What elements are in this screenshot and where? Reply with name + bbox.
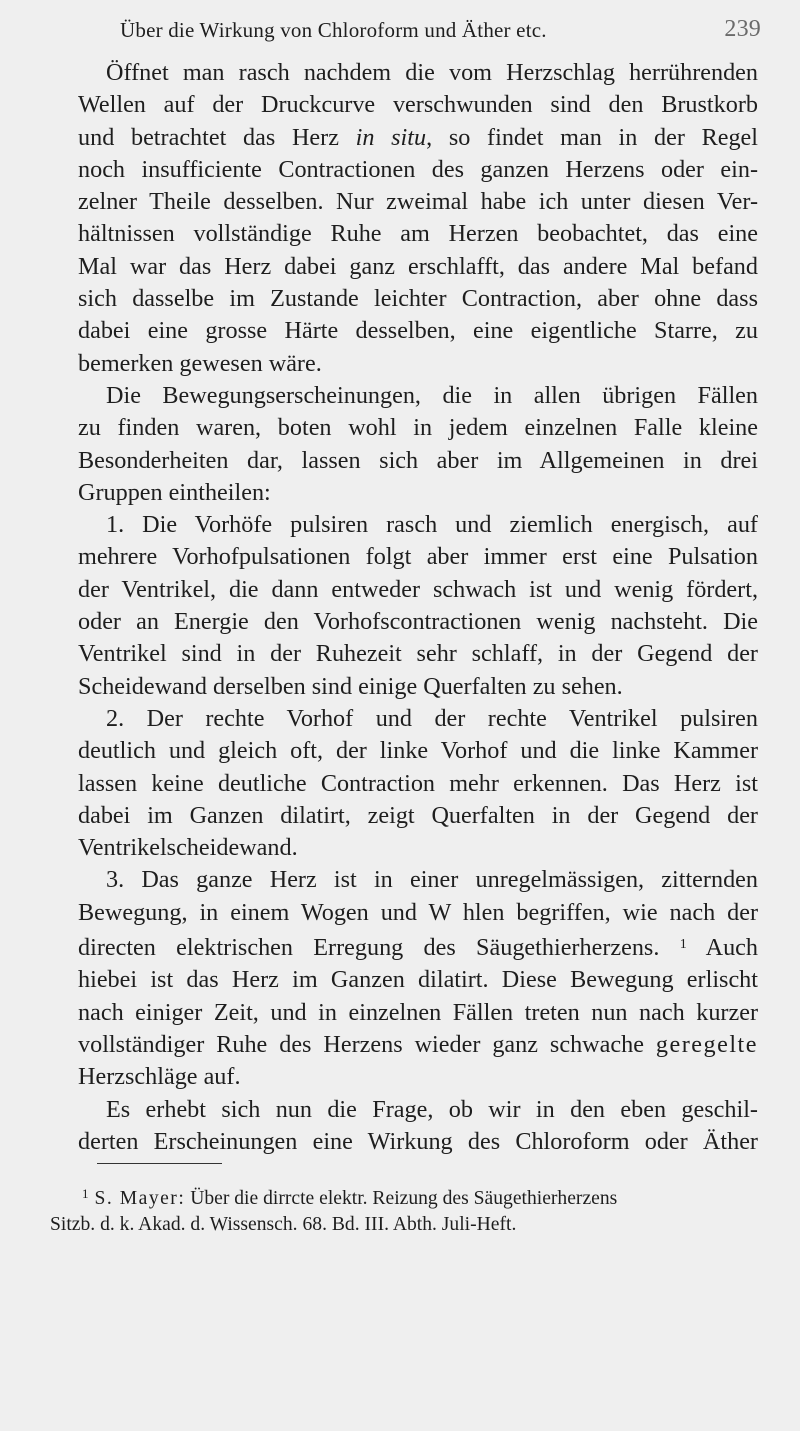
main-text <box>50 57 758 1158</box>
text-line: Es erhebt sich nun die Frage, ob wir in den eben geschil- <box>106 1095 758 1123</box>
text-line: Scheidewand derselben sind einige Querfalten zu sehen. <box>78 672 623 700</box>
footnote-reference: 1 <box>679 937 687 953</box>
footnote <box>50 1181 758 1238</box>
text-line: Wellen auf der Druckcurve verschwunden sind den Brustkorb <box>78 91 758 119</box>
paragraph-3 <box>50 509 758 703</box>
text-line: zu finden waren, boten wohl in jedem einzelnen Falle kleine <box>78 414 758 442</box>
text-line: 1. Die Vorhöfe pulsiren rasch und ziemlich energisch, auf <box>106 511 758 539</box>
paragraph-1 <box>50 57 758 380</box>
text-line: und betrachtet das Herz in situ, so findet man in der Regel <box>78 123 758 151</box>
text-line: hiebei ist das Herz im Ganzen dilatirt. Diese Bewegung erlischt <box>78 966 758 994</box>
text-line: Öffnet man rasch nachdem die vom Herzschlag herrührenden <box>106 59 758 86</box>
paragraph-4 <box>50 703 758 864</box>
paragraph-5 <box>50 864 758 1093</box>
text-fragment: directen elektrischen Erregung des Säugethierherzens. <box>78 934 660 962</box>
text-line: hältnissen vollständige Ruhe am Herzen beobachtet, das eine <box>78 220 758 248</box>
footnote-mark: 1 <box>82 1186 89 1201</box>
text-line: Gruppen eintheilen: <box>78 478 271 506</box>
text-line: dabei im Ganzen dilatirt, zeigt Querfalten in der Gegend der <box>78 801 758 829</box>
text-line: zelner Theile desselben. Nur zweimal habe ich unter diesen Ver- <box>78 188 758 216</box>
text-line: mehrere Vorhofpulsationen folgt aber immer erst eine Pulsation <box>78 543 758 571</box>
footnote-divider <box>97 1163 222 1164</box>
text-line <box>50 929 758 964</box>
text-line: der Ventrikel, die dann entweder schwach ist und wenig fördert, <box>78 575 758 603</box>
text-line: Ventrikelscheidewand. <box>78 834 298 862</box>
book-page <box>50 0 765 1431</box>
italic-phrase: in situ <box>355 123 427 151</box>
footnote-line <box>50 1181 758 1212</box>
text-line: dabei eine grosse Härte desselben, eine eigentliche Starre, zu <box>78 317 758 345</box>
footnote-line: Sitzb. d. k. Akad. d. Wissensch. 68. Bd. III. Abth. Juli-Heft. <box>50 1214 517 1235</box>
text-line: bemerken gewesen wäre. <box>78 349 322 377</box>
footnote-author: S. Mayer: <box>94 1188 186 1209</box>
running-header <box>50 16 765 48</box>
text-line: deutlich und gleich oft, der linke Vorhof und die linke Kammer <box>78 737 758 765</box>
paragraph-2 <box>50 380 758 509</box>
text-line: nach einiger Zeit, und in einzelnen Fällen treten nun nach kurzer <box>78 998 758 1026</box>
page-number: 239 <box>724 16 761 42</box>
text-line <box>50 1029 758 1061</box>
text-line: Ventrikel sind in der Ruhezeit sehr schlaff, in der Gegend der <box>78 640 758 668</box>
text-line: sich dasselbe im Zustande leichter Contraction, aber ohne dass <box>78 285 758 313</box>
emphasized-text: geregelte <box>655 1030 759 1058</box>
text-line: derten Erscheinungen eine Wirkung des Chloroform oder Äther <box>78 1127 758 1155</box>
text-line: Die Bewegungserscheinungen, die in allen übrigen Fällen <box>106 381 758 409</box>
paragraph-6 <box>50 1094 758 1159</box>
text-line: Herzschläge auf. <box>78 1063 241 1091</box>
text-line: 2. Der rechte Vorhof und der rechte Ventrikel pulsiren <box>106 704 758 732</box>
text-line: noch insufficiente Contractionen des ganzen Herzens oder ein- <box>78 155 758 183</box>
text-line: 3. Das ganze Herz ist in einer unregelmässigen, zitternden <box>106 866 758 894</box>
running-title: Über die Wirkung von Chloroform und Äther etc. <box>120 18 547 42</box>
text-line: lassen keine deutliche Contraction mehr erkennen. Das Herz ist <box>78 769 758 797</box>
text-line: oder an Energie den Vorhofscontractionen wenig nachsteht. Die <box>78 608 758 636</box>
text-line: Besonderheiten dar, lassen sich aber im Allgemeinen in drei <box>78 446 758 474</box>
text-line: Mal war das Herz dabei ganz erschlafft, das andere Mal befand <box>78 252 758 280</box>
footnote-text: Über die dirrcte elektr. Reizung des Säugethierherzens <box>190 1188 618 1209</box>
text-fragment: Auch <box>705 934 759 962</box>
text-fragment: vollständiger Ruhe des Herzens wieder ganz schwache <box>78 1030 644 1058</box>
text-line: Bewegung, in einem Wogen und W hlen begriffen, wie nach der <box>78 898 758 926</box>
